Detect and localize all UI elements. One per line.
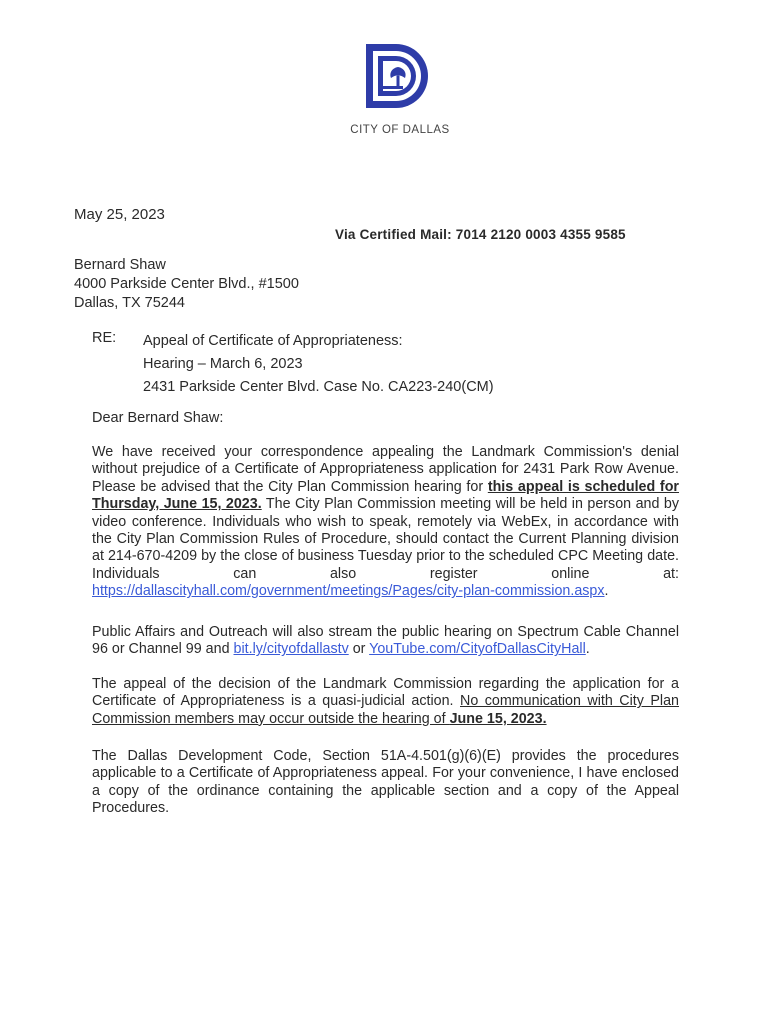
cityofdallastv-link[interactable]: bit.ly/cityofdallastv (233, 641, 349, 658)
paragraph-development-code: The Dallas Development Code, Section 51A-4.501(g)(6)(E) provides the procedures applicable to a Certificate of Appropriateness appeal. For your convenience, I have enclosed a copy of the ordinance containing the applicable section and a copy of the Appeal Procedures. (92, 748, 679, 817)
city-of-dallas-logo-icon (362, 40, 434, 112)
re-line-1: Appeal of Certificate of Appropriateness: (143, 333, 403, 349)
re-subject (143, 330, 494, 399)
recipient-address (74, 256, 299, 313)
p2-text-c: . (585, 641, 590, 658)
p1-text-a: We have received your correspondence appealing the Landmark Commission's denial without prejudice of a Certificate of Appropriateness application for 2431 Park Row Avenue. Please be advised that the City Plan Commission hearing for (92, 444, 679, 495)
letter-date: May 25, 2023 (74, 206, 165, 223)
re-label: RE: (92, 330, 117, 346)
cpc-registration-link[interactable]: https://dallascityhall.com/government/meetings/Pages/city-plan-commission.aspx (92, 583, 605, 600)
no-communication-notice: No communication with City Plan Commission members may occur outside the hearing of (92, 693, 679, 727)
paragraph-stream-info (92, 624, 679, 659)
p2-text-b: or (348, 641, 370, 658)
city-name: CITY OF DALLAS (350, 124, 450, 136)
p1-text-d: . (604, 583, 609, 600)
address-line-2: Dallas, TX 75244 (74, 295, 185, 311)
re-line-3: 2431 Parkside Center Blvd. Case No. CA223-240(CM) (143, 379, 494, 395)
p1-text-c: The City Plan Commission meeting will be held in person and by video conference. Individuals who wish to speak, remotely via WebEx, in accordance with the City Plan Commission Rules of Procedure, should contact the Current Planning division at 214-670-4209 by the close of business Tuesday prior to the scheduled CPC Meeting date. Individuals can also register online at: (92, 496, 679, 582)
p2-text-a: Public Affairs and Outreach will also stream the public hearing on Spectrum Cable Channel 96 or Channel 99 and (92, 624, 679, 658)
p3-text-a: The appeal of the decision of the Landmark Commission regarding the application for a Certificate of Appropriateness is a quasi-judicial action. (92, 676, 679, 710)
hearing-date-emphasis: this appeal is scheduled for Thursday, June 15, 2023. (92, 478, 679, 513)
paragraph-quasi-judicial (92, 676, 679, 728)
recipient-name: Bernard Shaw (74, 257, 166, 273)
salutation: Dear Bernard Shaw: (92, 410, 224, 426)
paragraph-hearing-notice (92, 444, 679, 601)
address-line-1: 4000 Parkside Center Blvd., #1500 (74, 276, 299, 292)
re-line-2: Hearing – March 6, 2023 (143, 356, 303, 372)
youtube-link[interactable]: YouTube.com/CityofDallasCityHall (369, 641, 586, 658)
hearing-date-2: June 15, 2023. (449, 710, 547, 727)
certified-mail-line: Via Certified Mail: 7014 2120 0003 4355 9585 (335, 227, 626, 242)
